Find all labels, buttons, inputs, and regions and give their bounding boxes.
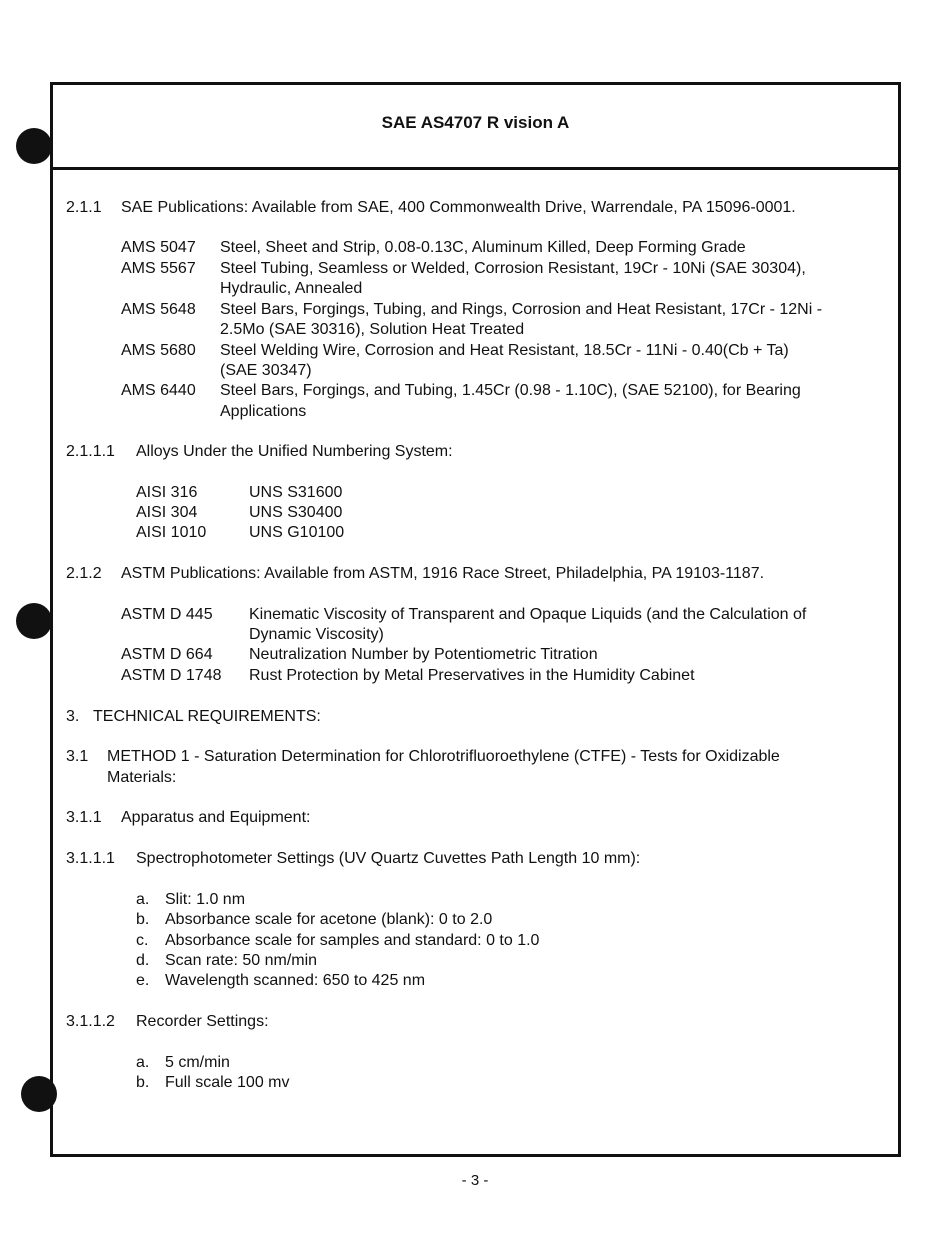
spec-code: AMS 5567 bbox=[121, 260, 196, 277]
section-number: 2.1.1 bbox=[66, 199, 102, 216]
spec-title: Neutralization Number by Potentiometric Titration bbox=[249, 646, 598, 663]
section-number: 2.1.1.1 bbox=[66, 443, 115, 460]
spec-code: AMS 5648 bbox=[121, 301, 196, 318]
list-letter: b. bbox=[136, 911, 150, 928]
section-heading-continued: Materials: bbox=[107, 769, 177, 786]
section-number: 3. bbox=[66, 708, 80, 725]
aisi-code: AISI 1010 bbox=[136, 524, 207, 541]
list-letter: c. bbox=[136, 932, 149, 949]
uns-code: UNS S30400 bbox=[249, 504, 343, 521]
spec-title-continued: Applications bbox=[220, 403, 307, 420]
spec-code: ASTM D 1748 bbox=[121, 667, 222, 684]
spec-code: AMS 5047 bbox=[121, 239, 196, 256]
spec-title: Steel Welding Wire, Corrosion and Heat Resistant, 18.5Cr - 11Ni - 0.40(Cb + Ta) bbox=[220, 342, 789, 359]
spec-code: ASTM D 664 bbox=[121, 646, 213, 663]
section-heading: Apparatus and Equipment: bbox=[121, 809, 311, 826]
spec-title: Kinematic Viscosity of Transparent and Opaque Liquids (and the Calculation of bbox=[249, 606, 807, 623]
spec-title: Steel Bars, Forgings, and Tubing, 1.45Cr (0.98 - 1.10C), (SAE 52100), for Bearing bbox=[220, 382, 801, 399]
list-letter: e. bbox=[136, 972, 150, 989]
section-heading: ASTM Publications: Available from ASTM, 1916 Race Street, Philadelphia, PA 19103-1187. bbox=[121, 565, 765, 582]
section-heading: Spectrophotometer Settings (UV Quartz Cuvettes Path Length 10 mm): bbox=[136, 850, 641, 867]
binder-hole-middle bbox=[16, 603, 52, 639]
aisi-code: AISI 304 bbox=[136, 504, 198, 521]
list-letter: a. bbox=[136, 1054, 150, 1071]
spec-title-continued: 2.5Mo (SAE 30316), Solution Heat Treated bbox=[220, 321, 525, 338]
spec-title-continued: Dynamic Viscosity) bbox=[249, 626, 384, 643]
aisi-code: AISI 316 bbox=[136, 484, 198, 501]
list-item: 5 cm/min bbox=[165, 1054, 230, 1071]
spec-code: AMS 6440 bbox=[121, 382, 196, 399]
list-item: Absorbance scale for samples and standard: 0 to 1.0 bbox=[165, 932, 540, 949]
spec-title: Rust Protection by Metal Preservatives in the Humidity Cabinet bbox=[249, 667, 695, 684]
section-heading: TECHNICAL REQUIREMENTS: bbox=[93, 708, 321, 725]
list-item: Wavelength scanned: 650 to 425 nm bbox=[165, 972, 426, 989]
section-number: 3.1.1.2 bbox=[66, 1013, 115, 1030]
spec-title-continued: (SAE 30347) bbox=[220, 362, 312, 379]
page-header bbox=[53, 85, 898, 170]
spec-title: Steel Bars, Forgings, Tubing, and Rings, Corrosion and Heat Resistant, 17Cr - 12Ni - bbox=[220, 301, 823, 318]
list-item: Full scale 100 mv bbox=[165, 1074, 290, 1091]
list-letter: a. bbox=[136, 891, 150, 908]
page-number: - 3 - bbox=[461, 1172, 489, 1189]
spec-title-continued: Hydraulic, Annealed bbox=[220, 280, 363, 297]
list-item: Absorbance scale for acetone (blank): 0 to 2.0 bbox=[165, 911, 493, 928]
section-heading: SAE Publications: Available from SAE, 400 Commonwealth Drive, Warrendale, PA 15096-0001. bbox=[121, 199, 796, 216]
list-item: Scan rate: 50 nm/min bbox=[165, 952, 318, 969]
section-number: 3.1.1.1 bbox=[66, 850, 115, 867]
binder-hole-top bbox=[16, 128, 52, 164]
binder-hole-bottom bbox=[21, 1076, 57, 1112]
uns-code: UNS S31600 bbox=[249, 484, 343, 501]
document-title: SAE AS4707 R vision A bbox=[381, 113, 570, 132]
section-number: 2.1.2 bbox=[66, 565, 102, 582]
spec-code: AMS 5680 bbox=[121, 342, 196, 359]
list-letter: d. bbox=[136, 952, 150, 969]
section-number: 3.1.1 bbox=[66, 809, 102, 826]
section-heading: METHOD 1 - Saturation Determination for Chlorotrifluoroethylene (CTFE) - Tests for Oxidizable bbox=[107, 748, 780, 765]
section-number: 3.1 bbox=[66, 748, 89, 765]
spec-title: Steel Tubing, Seamless or Welded, Corrosion Resistant, 19Cr - 10Ni (SAE 30304), bbox=[220, 260, 806, 277]
section-heading: Alloys Under the Unified Numbering System: bbox=[136, 443, 453, 460]
list-item: Slit: 1.0 nm bbox=[165, 891, 246, 908]
uns-code: UNS G10100 bbox=[249, 524, 345, 541]
spec-code: ASTM D 445 bbox=[121, 606, 213, 623]
spec-title: Steel, Sheet and Strip, 0.08-0.13C, Aluminum Killed, Deep Forming Grade bbox=[220, 239, 746, 256]
list-letter: b. bbox=[136, 1074, 150, 1091]
section-heading: Recorder Settings: bbox=[136, 1013, 269, 1030]
